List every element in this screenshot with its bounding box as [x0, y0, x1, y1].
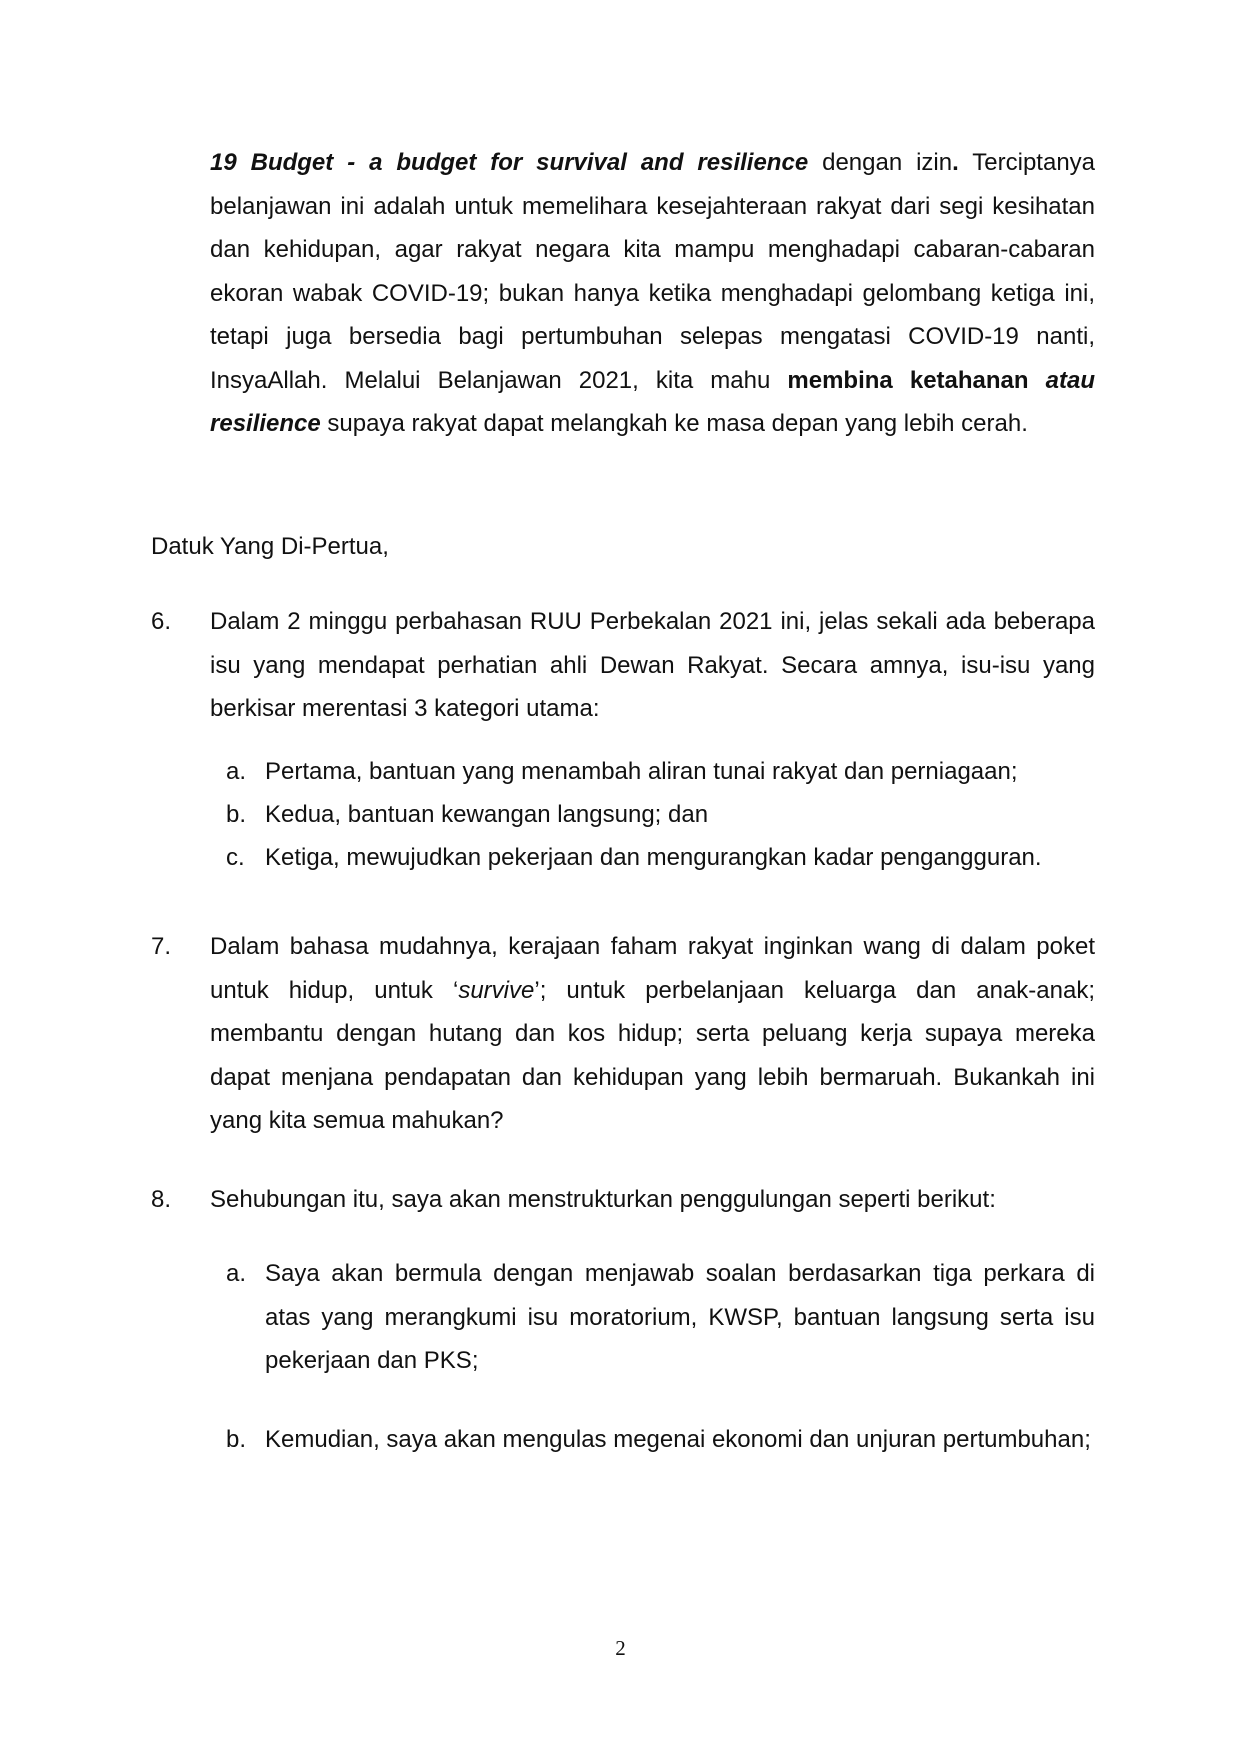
paragraph-5-continuation: [210, 141, 1095, 446]
list-item-letter: b.: [226, 1426, 247, 1453]
paragraph-text: ’; untuk perbelanjaan keluarga dan anak-anak; membantu dengan hutang dan kos hidup; serta peluang kerja supaya mereka dapat menjana pendapatan dan kehidupan yang lebih bermaruah. Bukankah ini yang kita semua mahukan?: [210, 976, 1095, 1134]
list-item: Ketiga, mewujudkan pekerjaan dan mengurangkan kadar pengangguran.: [265, 844, 1042, 871]
italic-text: survive: [458, 976, 535, 1004]
list-item-letter: a.: [226, 1260, 247, 1287]
paragraph-7-number: 7.: [151, 933, 172, 960]
list-item: Kedua, bantuan kewangan langsung; dan: [265, 801, 709, 828]
paragraph-6-number: 6.: [151, 608, 172, 635]
list-item-letter: b.: [226, 801, 247, 828]
emphasis-text: membina ketahanan: [787, 366, 1046, 394]
list-item: Kemudian, saya akan mengulas megenai ekonomi dan unjuran pertumbuhan;: [265, 1426, 1091, 1453]
paragraph-text: supaya rakyat dapat melangkah ke masa depan yang lebih cerah.: [320, 410, 1028, 437]
list-item: Pertama, bantuan yang menambah aliran tunai rakyat dan perniagaan;: [265, 758, 1018, 785]
paragraph-6-text: Dalam 2 minggu perbahasan RUU Perbekalan 2021 ini, jelas sekali ada beberapa isu yang mendapat perhatian ahli Dewan Rakyat. Secara amnya, isu-isu yang berkisar merentasi 3 kategori utama:: [210, 608, 1095, 722]
paragraph-text: dengan izin: [808, 149, 953, 176]
paragraph-8-text: Sehubungan itu, saya akan menstrukturkan penggulungan seperti berikut:: [210, 1186, 996, 1213]
list-item-letter: c.: [226, 844, 245, 871]
paragraph-text: .: [952, 149, 959, 176]
page-number: 2: [615, 1636, 626, 1660]
list-item-letter: a.: [226, 758, 247, 785]
paragraph-7-text: [210, 925, 1095, 1143]
salutation: Datuk Yang Di-Pertua,: [151, 533, 389, 560]
paragraph-text: Dalam bahasa mudahnya, kerajaan faham rakyat inginkan wang di dalam poket untuk hidup, untuk ‘: [210, 933, 1095, 1004]
emphasis-text: atau resilience: [210, 366, 1095, 437]
paragraph-text: Terciptanya belanjawan ini adalah untuk memelihara kesejahteraan rakyat dari segi kesihatan dan kehidupan, agar rakyat negara kita mampu menghadapi cabaran-cabaran ekoran wabak COVID-19; bukan hanya ketika menghadapi gelombang ketiga ini, tetapi juga bersedia bagi pertumbuhan selepas mengatasi COVID-19 nanti, InsyaAllah. Melalui Belanjawan 2021, kita mahu: [210, 149, 1096, 394]
paragraph-8-number: 8.: [151, 1186, 172, 1213]
list-item: Saya akan bermula dengan menjawab soalan berdasarkan tiga perkara di atas yang merangkumi isu moratorium, KWSP, bantuan langsung serta isu pekerjaan dan PKS;: [265, 1260, 1095, 1374]
budget-title-text: 19 Budget - a budget for survival and resilience: [210, 149, 809, 176]
